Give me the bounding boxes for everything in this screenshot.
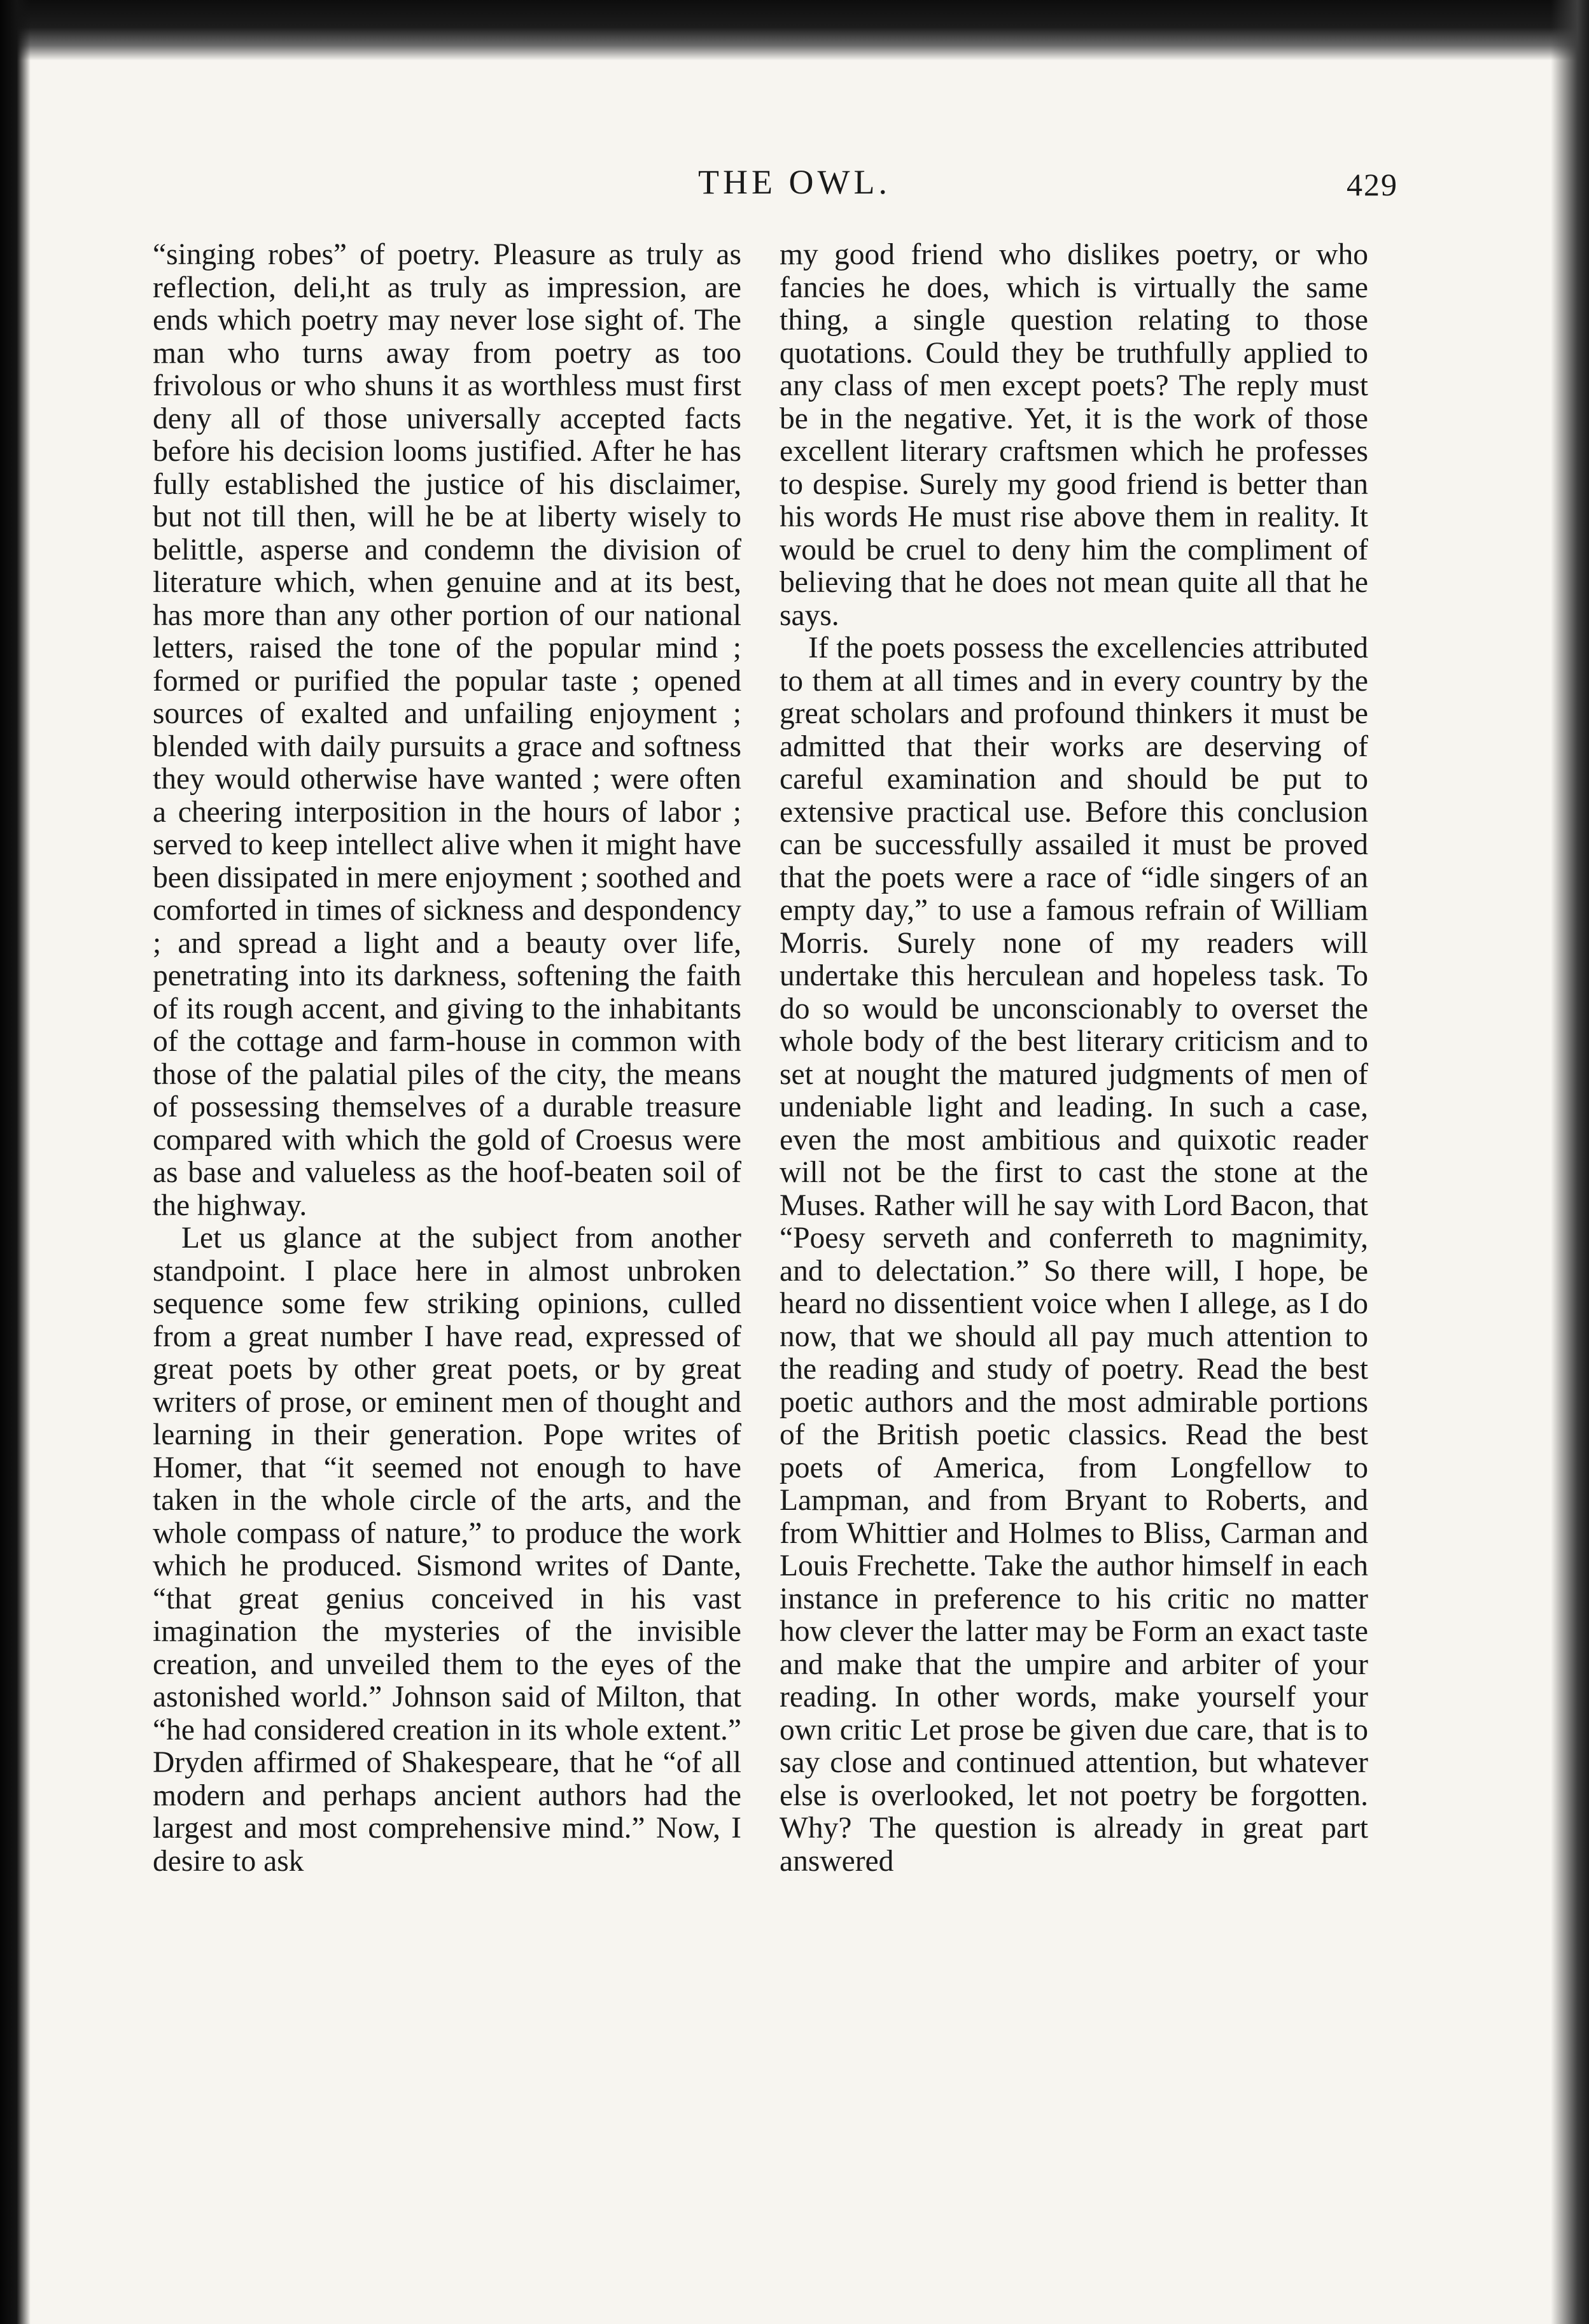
scan-left-edge (0, 0, 31, 2324)
running-title: THE OWL. (698, 163, 891, 201)
scan-top-edge (0, 0, 1589, 60)
paragraph: my good friend who dislikes poetry, or who fancies he does, which is virtually the same thing, a single question relating to those quotations. Could they be truthfully applied to any class of men except poets? The reply must be in the negative. Yet, it is the work of those excellent literary craftsmen which he professes to despise. Surely my good friend is better than his words He must rise above them in reality. It would be cruel to deny him the compliment of believing that he does not mean quite all that he says. (780, 238, 1368, 632)
paragraph: Let us glance at the subject from another standpoint. I place here in almost unbroken sequence some few striking opinions, culled from a great number I have read, expressed of great poets by other great poets, or by great writers of prose, or eminent men of thought and learning in their generation. Pope writes of Homer, that “it seemed not enough to have taken in the whole circle of the arts, and the whole compass of nature,” to produce the work which he produced. Sismond writes of Dante, “that great genius conceived in his vast imagination the mysteries of the invisible creation, and unveiled them to the eyes of the astonished world.” Johnson said of Milton, that “he had considered creation in its whole extent.” Dryden affirmed of Shakespeare, that he “of all modern and perhaps ancient authors had the largest and most comprehensive mind.” Now, I desire to ask (153, 1222, 741, 1878)
page-header (0, 162, 1589, 213)
left-column (153, 239, 741, 1878)
scan-right-edge (1551, 0, 1589, 2324)
paragraph: “singing robes” of poetry. Pleasure as truly as reflection, deli,ht as truly as impression, are ends which poetry may never lose sight of. The man who turns away from poetry as too frivolous or who shuns it as worthless must first deny all of those universally accepted facts before his decision looms justified. After he has fully established the justice of his disclaimer, but not till then, will he be at liberty wisely to belittle, asperse and condemn the division of literature which, when genuine and at its best, has more than any other portion of our national letters, raised the tone of the popular mind ; formed or purified the popular taste ; opened sources of exalted and unfailing enjoyment ; blended with daily pursuits a grace and softness they would otherwise have wanted ; were often a cheering interposition in the hours of labor ; served to keep intellect alive when it might have been dissipated in mere enjoyment ; soothed and comforted in times of sickness and despondency ; and spread a light and a beauty over life, penetrating into its darkness, softening the faith of its rough accent, and giving to the inhabitants of the cottage and farm-house in common with those of the palatial piles of the city, the means of possessing themselves of a durable treasure compared with which the gold of Croesus were as base and valueless as the hoof-beaten soil of the highway. (153, 238, 741, 1222)
paragraph: If the poets possess the excellencies attributed to them at all times and in every country by the great scholars and profound thinkers it must be admitted that their works are deserving of careful examination and should be put to extensive practical use. Before this conclusion can be successfully assailed it must be proved that the poets were a race of “idle singers of an empty day,” to use a famous refrain of William Morris. Surely none of my readers will undertake this herculean and hopeless task. To do so would be unconscionably to overset the whole body of the best literary criticism and to set at nought the matured judgments of men of undeniable light and leading. In such a case, even the most ambitious and quixotic reader will not be the first to cast the stone at the Muses. Rather will he say with Lord Bacon, that “Poesy serveth and conferreth to magnimity, and to delectation.” So there will, I hope, be heard no dissentient voice when I allege, as I do now, that we should all pay much attention to the reading and study of poetry. Read the best poetic authors and the most admirable portions of the British poetic classics. Read the best poets of America, from Longfellow to Lampman, and from Bryant to Roberts, and from Whittier and Holmes to Bliss, Carman and Louis Frechette. Take the author himself in each instance in preference to his critic no matter how clever the latter may be Form an exact taste and make that the umpire and arbiter of your reading. In other words, make yourself your own critic Let prose be given due care, that is to say close and continued attention, but whatever else is overlooked, let not poetry be forgotten. Why? The question is already in great part answered (780, 631, 1368, 1878)
right-column (780, 239, 1368, 1878)
page-number: 429 (1347, 167, 1398, 202)
